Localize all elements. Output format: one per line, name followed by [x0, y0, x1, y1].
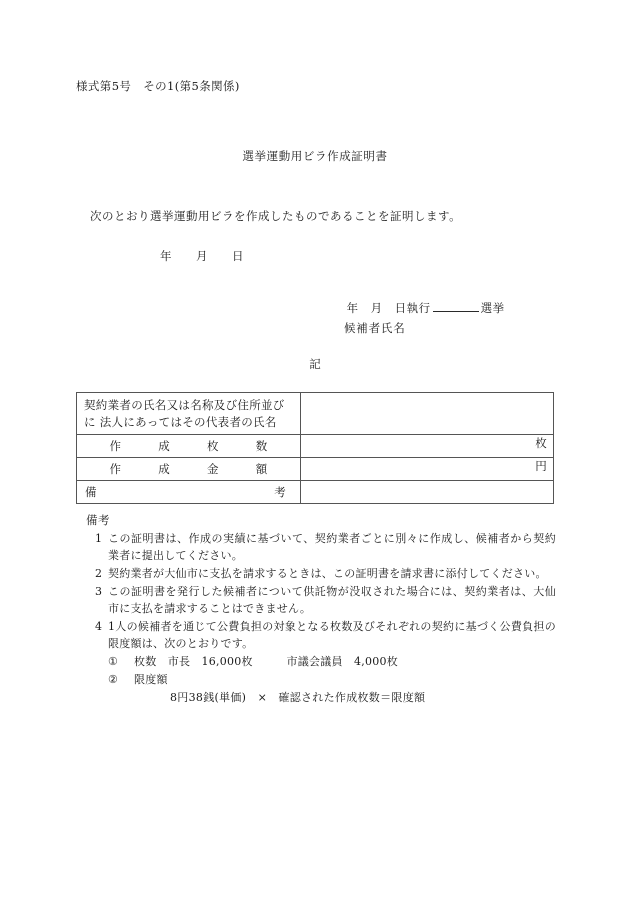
note-number: 2	[95, 567, 103, 581]
note-number: 1	[95, 532, 103, 545]
notes-section	[86, 512, 556, 707]
note-text: 契約業者が大仙市に支払を請求するときは、この証明書を請求書に添付してください。	[108, 567, 547, 581]
label-char: 備	[85, 485, 97, 500]
candidate-name-label: 候補者氏名	[344, 321, 406, 335]
note-item	[86, 583, 556, 617]
note-text: 1人の候補者を通じて公費負担の対象となる枚数及びそれぞれの契約に基づく公費負担の限度額は、次のとおりです。	[108, 620, 556, 651]
notes-heading: 備考	[86, 513, 110, 527]
amount-label	[77, 458, 300, 480]
note-text: この証明書を発行した候補者について供託物が没収された場合には、契約業者は、大仙市に支払を請求することはできません。	[108, 585, 556, 616]
label-char: 金	[206, 462, 219, 477]
note-number: 3	[95, 585, 103, 599]
sheet-count-value-cell[interactable]	[301, 435, 554, 458]
label-char: 枚	[206, 439, 219, 454]
form-number: 様式第5号 その1(第5条関係)	[76, 79, 240, 93]
sub-item-text: 限度額	[134, 672, 168, 686]
note-item	[86, 565, 556, 582]
sub-item-marker: ②	[108, 672, 119, 686]
label-char: 作	[109, 439, 122, 454]
limit-formula: 8円38銭(単価) × 確認された作成枚数＝限度額	[170, 690, 426, 704]
note-item	[86, 530, 556, 564]
remarks-value	[301, 481, 553, 503]
note-sub-item	[86, 653, 556, 671]
label-char: 作	[109, 462, 122, 477]
amount-value-cell[interactable]	[301, 458, 554, 481]
execution-date-prefix: 年 月 日執行	[346, 301, 431, 315]
note-sub-item	[86, 671, 556, 689]
label-char: 成	[158, 439, 171, 454]
label-char: 成	[158, 462, 171, 477]
sub-item-marker: ①	[108, 655, 119, 669]
amount-unit: 円	[535, 459, 547, 474]
label-char: 額	[255, 462, 268, 477]
remarks-label	[77, 481, 300, 503]
sheet-count-label	[77, 435, 300, 457]
contractor-info-label-cell	[77, 393, 301, 435]
amount-label-cell	[77, 458, 301, 481]
note-item	[86, 618, 556, 652]
note-number: 4	[95, 620, 103, 634]
execution-suffix: 選挙	[480, 301, 505, 315]
sub-item-text: 枚数 市長 16,000枚 市議会議員 4,000枚	[134, 655, 398, 669]
contractor-info-value-cell[interactable]	[301, 393, 554, 435]
certificate-table	[76, 392, 554, 504]
sheet-count-label-cell	[77, 435, 301, 458]
label-char: 考	[274, 485, 286, 500]
document-title: 選挙運動用ビラ作成証明書	[242, 149, 388, 163]
sheet-count-unit: 枚	[535, 436, 547, 451]
lead-statement: 次のとおり選挙運動用ビラを作成したものであることを証明します。	[90, 209, 462, 223]
table-row	[77, 481, 554, 504]
ki-mark: 記	[309, 357, 321, 371]
label-char: 数	[255, 439, 268, 454]
remarks-value-cell[interactable]	[301, 481, 554, 504]
contractor-info-value	[301, 393, 553, 431]
table-row	[77, 393, 554, 435]
contractor-info-label: 契約業者の氏名又は名称及び住所並びに 法人にあってはその代表者の氏名	[84, 398, 285, 429]
election-name-blank	[433, 311, 479, 312]
issue-date-line: 年 月 日	[160, 249, 244, 263]
table-row	[77, 435, 554, 458]
remarks-label-cell	[77, 481, 301, 504]
note-text: この証明書は、作成の実績に基づいて、契約業者ごとに別々に作成し、候補者から契約業者に提出してください。	[108, 532, 556, 563]
table-row	[77, 458, 554, 481]
